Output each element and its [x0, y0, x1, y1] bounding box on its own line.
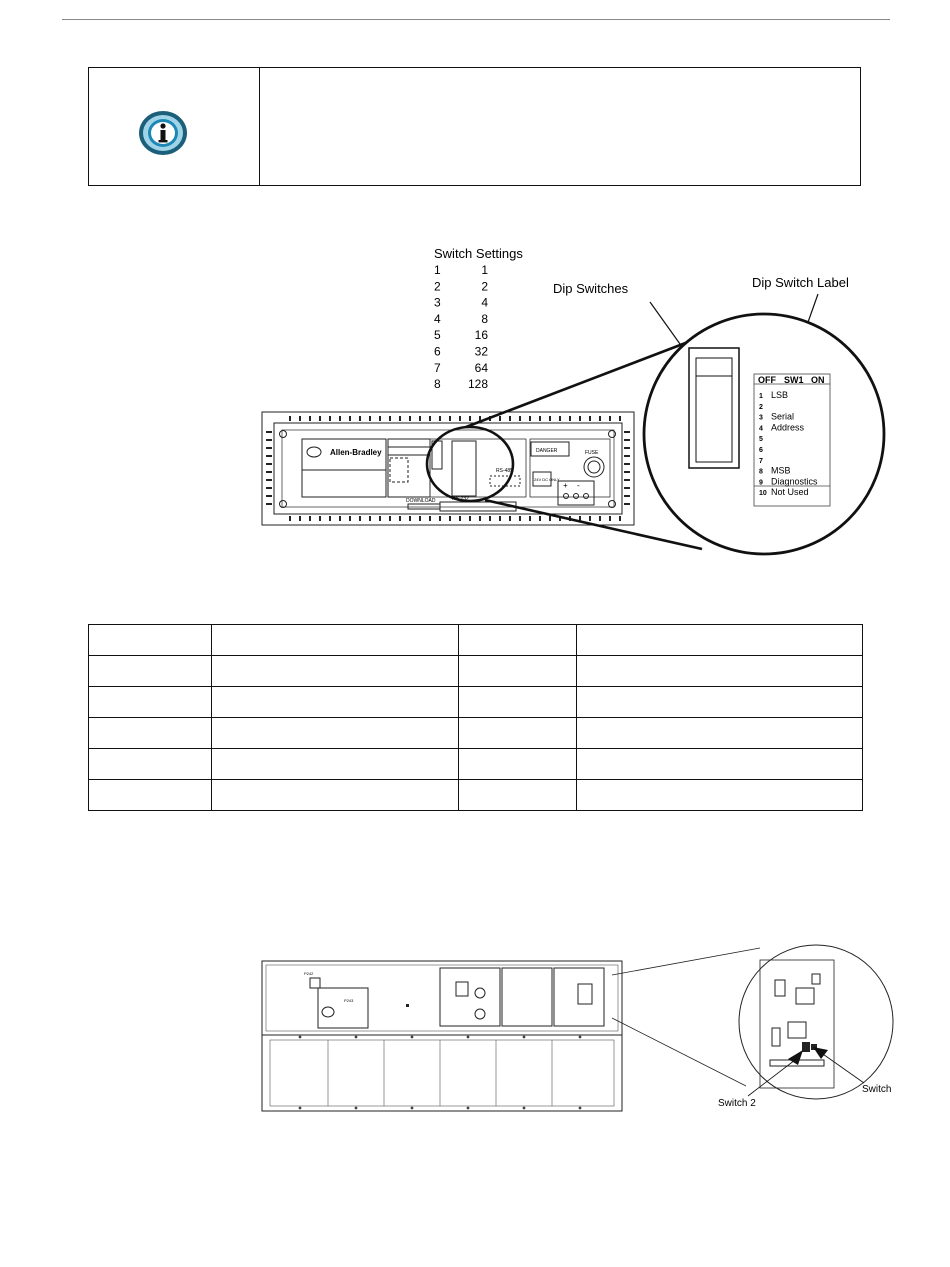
- download-label: DOWNLOAD: [406, 498, 436, 504]
- label-line-text: Address: [771, 422, 805, 433]
- label-line-text: Diagnostics: [771, 476, 818, 487]
- device-panel: [262, 412, 634, 525]
- switch-settings-title: Switch Settings: [434, 246, 523, 261]
- switch-number: 8: [434, 377, 441, 392]
- note-divider: [259, 67, 260, 186]
- note-box: [88, 67, 861, 186]
- label-header-off: OFF: [758, 375, 776, 385]
- minus-label: -: [577, 481, 580, 490]
- data-table: [88, 624, 863, 811]
- label-line-text: LSB: [771, 390, 789, 400]
- switch-value: 4: [481, 295, 488, 310]
- switch-value: 1: [481, 263, 488, 277]
- label-line-text: MSB: [771, 465, 791, 476]
- switch-callout: Switch: [862, 1084, 892, 1095]
- label-line-number: 8: [759, 468, 763, 476]
- label-line-number: 3: [759, 414, 763, 422]
- dip-switches-callout: Dip Switches: [553, 281, 629, 296]
- danger-label: DANGER: [536, 448, 558, 454]
- table-row: [89, 749, 863, 780]
- switch-value: 64: [474, 360, 488, 375]
- dip-switch-figure: [240, 238, 900, 568]
- label-line-number: 9: [759, 479, 763, 487]
- header-rule: [62, 19, 890, 20]
- label-line-text: Not Used: [771, 487, 809, 498]
- table-row: [89, 625, 863, 656]
- board-p243-label: P243: [344, 998, 354, 1003]
- zoom-line-bottom: [612, 1018, 746, 1086]
- switch-number: 3: [434, 295, 441, 310]
- label-header-sw1: SW1: [784, 375, 804, 385]
- dip-switch-label-callout: Dip Switch Label: [752, 275, 849, 290]
- label-line-number: 10: [759, 490, 767, 498]
- table-row: [89, 718, 863, 749]
- enclosure-lower: [262, 1035, 622, 1111]
- rs485-label: RS-485: [496, 468, 513, 474]
- switch-number: 7: [434, 360, 441, 375]
- label-line-number: 1: [759, 393, 763, 400]
- switch-value: 32: [474, 344, 488, 359]
- label-header-on: ON: [811, 375, 825, 385]
- switch-value: 128: [467, 377, 488, 392]
- rs232-label: RS-232: [452, 496, 469, 502]
- label-line-number: 2: [759, 403, 763, 411]
- switch-settings-rows: [434, 263, 488, 391]
- label-line-text: Serial: [771, 411, 795, 422]
- info-icon: [138, 110, 188, 156]
- power-label: 24V DC ONLY: [534, 477, 560, 482]
- table-row: [89, 656, 863, 687]
- label-line-number: 6: [759, 447, 763, 454]
- switch2-callout: Switch 2: [718, 1098, 756, 1109]
- board-figure: [240, 940, 940, 1120]
- switch-value: 2: [481, 279, 488, 294]
- switch-number: 2: [434, 279, 441, 294]
- label-line-number: 7: [759, 457, 763, 465]
- zoom-circle: [739, 945, 893, 1099]
- table-row: [89, 687, 863, 718]
- enclosure-upper: [262, 961, 622, 1035]
- switch-value: 8: [481, 311, 488, 326]
- switch-number: 6: [434, 344, 441, 359]
- switch-number: 1: [434, 263, 441, 277]
- switch-number: 4: [434, 311, 441, 326]
- zoom-line-top: [612, 948, 760, 975]
- plus-label: +: [563, 481, 568, 490]
- board-p242-label: P242: [304, 971, 314, 976]
- label-line-number: 4: [759, 425, 763, 433]
- label-line-number: 5: [759, 436, 763, 444]
- fuse-label: FUSE: [585, 450, 599, 456]
- switch-number: 5: [434, 328, 441, 343]
- switch-value: 16: [474, 328, 488, 343]
- brand-label: Allen-Bradley: [330, 448, 382, 457]
- table-row: [89, 780, 863, 811]
